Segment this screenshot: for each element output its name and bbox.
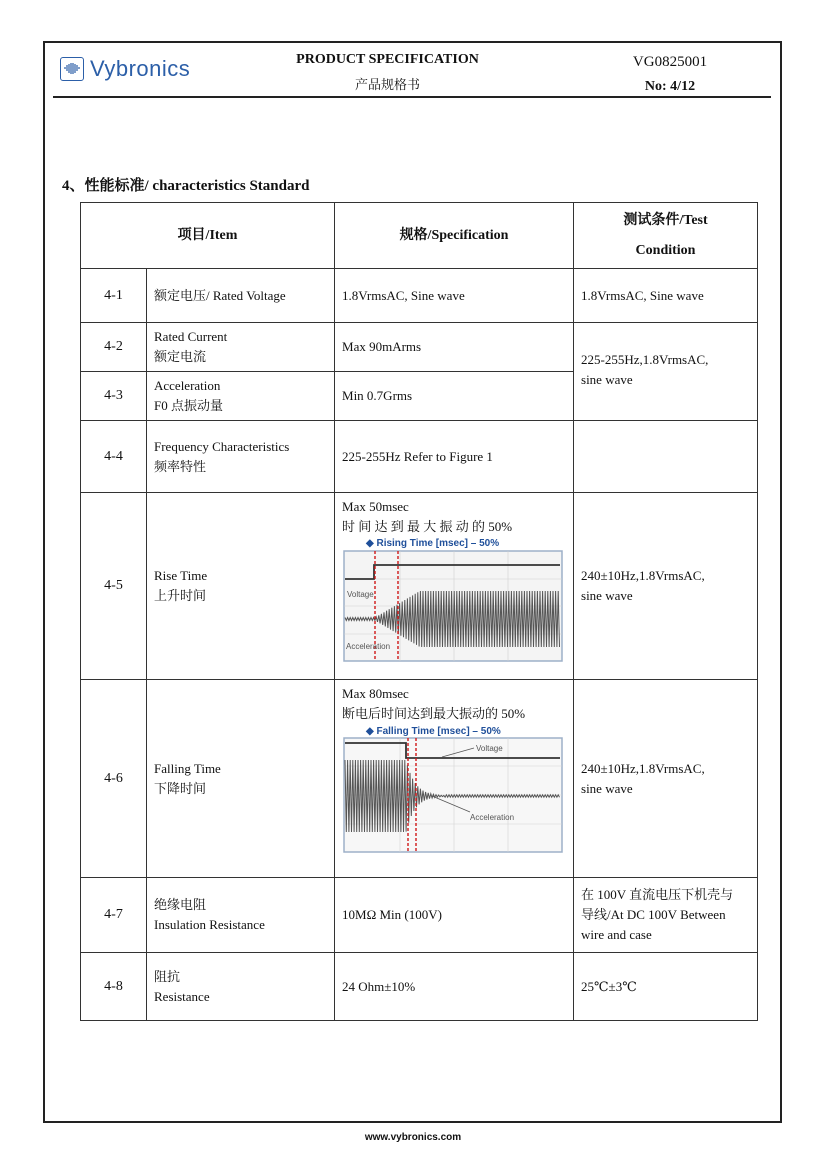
row-test-merged (574, 323, 758, 421)
row-test-line2: sine wave (581, 780, 633, 796)
row-spec: 10MΩ Min (100V) (335, 878, 574, 953)
doc-title: PRODUCT SPECIFICATION (296, 52, 479, 67)
row-number: 4-4 (81, 421, 147, 493)
row-item-line2: Insulation Resistance (154, 917, 265, 932)
falling-accel-label: Acceleration (470, 813, 515, 822)
row-item-line1: Rated Current (154, 329, 228, 344)
doc-subtitle: 产品规格书 (354, 77, 420, 92)
table-row (81, 953, 758, 1021)
header-item: 项目/Item (81, 203, 335, 269)
header-test (574, 203, 758, 269)
characteristics-table (80, 202, 758, 1021)
falling-voltage-label: Voltage (476, 744, 503, 753)
row-number: 4-3 (81, 372, 147, 421)
row-spec-line1: Max 80msec (342, 686, 409, 701)
row-number: 4-5 (81, 493, 147, 680)
footer-url[interactable]: www.vybronics.com (364, 1132, 462, 1143)
header-title-block (270, 52, 505, 93)
page-number: No: 4/12 (644, 79, 696, 94)
row-number: 4-2 (81, 323, 147, 372)
table-header-row (81, 203, 758, 269)
header-spec: 规格/Specification (335, 203, 574, 269)
table-row (81, 493, 758, 680)
row-spec (335, 680, 574, 878)
table-row (81, 323, 758, 372)
row-test (574, 493, 758, 680)
row-item-line1: Frequency Characteristics (154, 438, 290, 454)
row-number: 4-7 (81, 878, 147, 953)
doc-id: VG0825001 (632, 54, 708, 70)
row-item-line1: Falling Time (154, 760, 221, 776)
table-row (81, 878, 758, 953)
rising-time-graph (342, 537, 565, 663)
row-spec: Min 0.7Grms (335, 372, 574, 421)
rising-accel-label: Acceleration (346, 642, 391, 651)
section-title: 4、性能标准/ characteristics Standard (62, 178, 310, 194)
rising-graph-title: ◆ Rising Time [msec] – 50% (366, 538, 500, 549)
falling-time-graph (342, 724, 565, 854)
row-test-line3: wire and case (581, 927, 652, 942)
table-row (81, 680, 758, 878)
row-test-line2: sine wave (581, 588, 633, 603)
row-item-line1: 阻抗 (154, 968, 181, 984)
row-item-line1: 绝缘电阻 (154, 897, 207, 912)
row-test-line2: 导线/At DC 100V Between (581, 907, 726, 922)
row-test-line1: 240±10Hz,1.8VrmsAC, (581, 568, 705, 583)
row-test (574, 680, 758, 878)
row-item-line2: 上升时间 (154, 588, 207, 603)
falling-graph-title: ◆ Falling Time [msec] – 50% (366, 726, 501, 737)
row-spec-line2: 时 间 达 到 最 大 振 动 的 50% (342, 519, 513, 534)
row-item (147, 953, 335, 1021)
row-test-line1: 240±10Hz,1.8VrmsAC, (581, 760, 705, 776)
row-number: 4-6 (81, 680, 147, 878)
row-number: 4-1 (81, 269, 147, 323)
row-test (574, 421, 758, 493)
row-test-line1: 在 100V 直流电压下机壳与 (581, 887, 734, 902)
table-row (81, 269, 758, 323)
header-rule (53, 96, 771, 98)
row-spec: 24 Ohm±10% (335, 953, 574, 1021)
rising-voltage-label: Voltage (347, 590, 374, 599)
row-item-line2: F0 点振动量 (154, 398, 223, 413)
row-item-line2: Resistance (154, 988, 210, 1004)
row-item (147, 680, 335, 878)
row-item-line2: 下降时间 (154, 780, 207, 796)
brand-logo (60, 56, 190, 82)
waveform-logo-icon (60, 57, 84, 81)
row-item (147, 372, 335, 421)
header-test-line1: 测试条件/Test (623, 212, 708, 228)
row-item-line1: Acceleration (154, 378, 221, 393)
row-item (147, 421, 335, 493)
row-item-line1: Rise Time (154, 568, 208, 583)
row-item (147, 323, 335, 372)
row-spec (335, 493, 574, 680)
header-meta (605, 54, 735, 95)
row-item (147, 878, 335, 953)
header-test-line2: Condition (635, 242, 696, 258)
row-test (574, 878, 758, 953)
row-spec: Max 90mArms (335, 323, 574, 372)
brand-name: Vybronics (90, 56, 191, 81)
row-item (147, 493, 335, 680)
row-item: 额定电压/ Rated Voltage (147, 269, 335, 323)
row-test-line2: sine wave (581, 371, 633, 387)
row-test: 25℃±3℃ (574, 953, 758, 1021)
row-number: 4-8 (81, 953, 147, 1021)
row-item-line2: 额定电流 (154, 349, 207, 364)
row-spec-line1: Max 50msec (342, 499, 409, 514)
table-row (81, 421, 758, 493)
row-test: 1.8VrmsAC, Sine wave (574, 269, 758, 323)
row-test-line1: 225-255Hz,1.8VrmsAC, (581, 351, 709, 367)
row-spec-line2: 断电后时间达到最大振动的 50% (342, 706, 526, 721)
row-spec: 225-255Hz Refer to Figure 1 (335, 421, 574, 493)
row-spec: 1.8VrmsAC, Sine wave (335, 269, 574, 323)
row-item-line2: 频率特性 (154, 458, 207, 474)
